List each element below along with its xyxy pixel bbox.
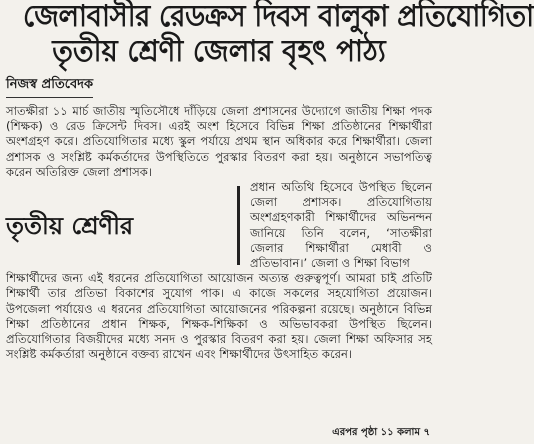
pull-quote-block xyxy=(6,180,432,271)
pull-quote-side-text: প্রধান অতিথি হিসেবে উপস্থিত ছিলেন জেলা প্রশাসক। প্রতিযোগিতায় অংশগ্রহণকারী শিক্ষার্থীদের অভিনন্দন জানিয়ে তিনি বলেন, ‘সাতক্ষীরা জেলার শিক্ষার্থীরা মেধাবী ও প্রতিভাবান।’ জেলা ও শিক্ষা বিভাগ xyxy=(250,180,432,271)
pull-quote-divider xyxy=(237,186,240,265)
continued-note: এরপর পৃষ্ঠা ১১ কলাম ৭ xyxy=(332,427,430,438)
pull-quote: তৃতীয় শ্রেণীর xyxy=(6,211,134,240)
article-paragraph-2: শিক্ষার্থীদের জন্য এই ধরনের প্রতিযোগিতা আয়োজন অত্যন্ত গুরুত্বপূর্ণ। আমরা চাই প্রতিটি শিক্ষার্থী তার প্রতিভা বিকাশের সুযোগ পাক। এ কাজে সকলের সহযোগিতা প্রয়োজন। উপজেলা পর্যায়েও এ ধরনের প্রতিযোগিতা আয়োজনের পরিকল্পনা রয়েছে। অনুষ্ঠানে বিভিন্ন শিক্ষা প্রতিষ্ঠানের প্রধান শিক্ষক, শিক্ষক-শিক্ষিকা ও অভিভাবকরা উপস্থিত ছিলেন। প্রতিযোগিতার বিজয়ীদের মধ্যে সনদ ও পুরস্কার বিতরণ করা হয়। জেলা শিক্ষা অফিসার সহ সংশ্লিষ্ট কর্মকর্তারা অনুষ্ঠানে বক্তব্য রাখেন এবং শিক্ষার্থীদের উৎসাহিত করেন। xyxy=(6,271,432,362)
headline: জেলাবাসীর রেডক্রস দিবস বালুকা প্রতিযোগিতা xyxy=(23,0,534,34)
article-paragraph-1: সাতক্ষীরা ১১ মার্চ জাতীয় স্মৃতিসৌধে দাঁড়িয়ে জেলা প্রশাসনের উদ্যোগে জাতীয় শিক্ষা পদক (শিক্ষক) ও রেড ক্রিসেন্ট দিবস। এরই অংশ হিসেবে বিভিন্ন শিক্ষা প্রতিষ্ঠানের শিক্ষার্থীরা অংশগ্রহণ করে। প্রতিযোগিতার মধ্যে স্কুল পর্যায়ে প্রথম স্থান অধিকার করে শিক্ষার্থীরা। জেলা প্রশাসক ও সংশ্লিষ্ট কর্মকর্তাদের উপস্থিতিতে পুরস্কার বিতরণ করা হয়। অনুষ্ঠানে সভাপতিত্ব করেন অতিরিক্ত জেলা প্রশাসক। xyxy=(6,104,432,179)
subheadline: তৃতীয় শ্রেণী জেলার বৃহৎ পাঠ্য xyxy=(52,34,386,69)
byline: নিজস্ব প্রতিবেদক xyxy=(6,75,93,98)
byline-row xyxy=(6,69,432,98)
pull-quote-box xyxy=(6,180,231,271)
